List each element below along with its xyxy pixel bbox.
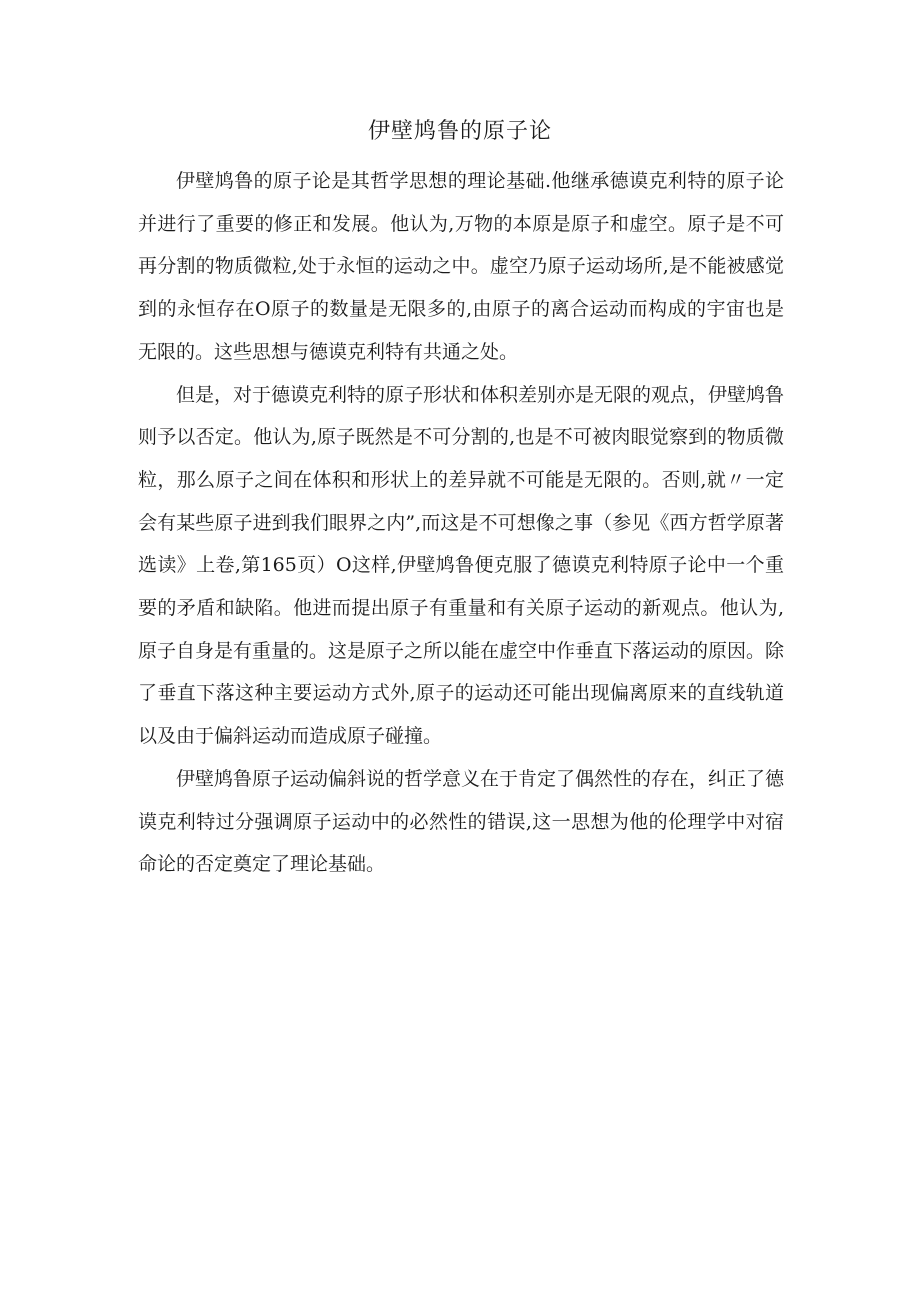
paragraph-2: 但是，对于德谟克利特的原子形状和体积差别亦是无限的观点，伊壁鸠鲁则予以否定。他认为,原子既然是不可分割的,也是不可被肉眼觉察到的物质微粒，那么原子之间在体积和形状上的差异就不可能是无限的。否则,就〃一定会有某些原子进到我们眼界之内”,而这是不可想像之事（参见《西方哲学原著选读》上卷,第165页）O这样,伊壁鸠鲁便克服了德谟克利特原子论中一个重要的矛盾和缺陷。他进而提出原子有重量和有关原子运动的新观点。他认为,原子自身是有重量的。这是原子之所以能在虚空中作垂直下落运动的原因。除了垂直下落这种主要运动方式外,原子的运动还可能出现偏离原来的直线轨道以及由于偏斜运动而造成原子碰撞。 bbox=[138, 383, 785, 748]
paragraph-1: 伊壁鸠鲁的原子论是其哲学思想的理论基础.他继承德谟克利特的原子论并进行了重要的修正和发展。他认为,万物的本原是原子和虚空。原子是不可再分割的物质微粒,处于永恒的运动之中。虚空乃原子运动场所,是不能被感觉到的永恒存在O原子的数量是无限多的,由原子的离合运动而构成的宇宙也是无限的。这些思想与德谟克利特有共通之处。 bbox=[138, 170, 784, 363]
document-body bbox=[138, 160, 784, 886]
paragraph-3: 伊壁鸠鲁原子运动偏斜说的哲学意义在于肯定了偶然性的存在，纠正了德谟克利特过分强调原子运动中的必然性的错误,这一思想为他的伦理学中对宿命论的否定奠定了理论基础。 bbox=[138, 767, 785, 876]
document-title: 伊壁鸠鲁的原子论 bbox=[367, 119, 552, 144]
